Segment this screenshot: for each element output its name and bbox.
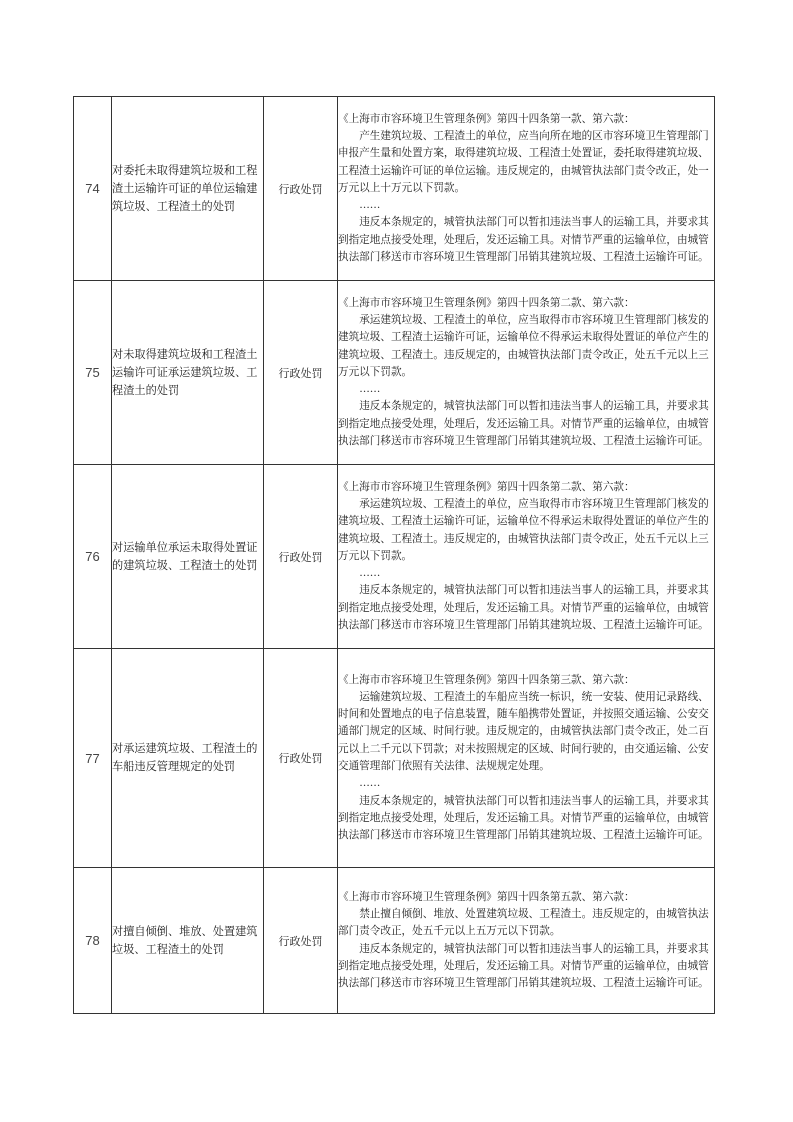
basis-text: 违反本条规定的，城管执法部门可以暂扣违法当事人的运输工具，并要求其到指定地点接受处理，处理后，发还运输工具。对情节严重的运输单位，由城管执法部门移送市市容环境卫生管理部门吊销其建筑垃圾、工程渣土运输许可证。 (338, 794, 709, 842)
basis-text: 承运建筑垃圾、工程渣土的单位，应当取得市市容环境卫生管理部门核发的建筑垃圾、工程渣土运输许可证，运输单位不得承运未取得处置证的单位产生的建筑垃圾、工程渣土。违反规定的，由城管执法部门责令改正，处五千元以上三万元以下罚款。 (338, 313, 709, 378)
item-type: 行政处罚 (264, 465, 338, 649)
item-type: 行政处罚 (264, 649, 338, 868)
basis-clause: 《上海市市容环境卫生管理条例》第四十四条第二款、第六款： (338, 480, 635, 493)
item-name: 对未取得建筑垃圾和工程渣土运输许可证承运建筑垃圾、工程渣土的处罚 (112, 281, 264, 465)
table-row (74, 97, 715, 281)
legal-basis (338, 649, 715, 868)
legal-basis (338, 97, 715, 281)
table-row (74, 465, 715, 649)
item-name: 对擅自倾倒、堆放、处置建筑垃圾、工程渣土的处罚 (112, 868, 264, 1014)
basis-text: 违反本条规定的，城管执法部门可以暂扣违法当事人的运输工具，并要求其到指定地点接受处理，处理后，发还运输工具。对情节严重的运输单位，由城管执法部门移送市市容环境卫生管理部门吊销其建筑垃圾、工程渣土运输许可证。 (338, 216, 709, 264)
basis-clause: 《上海市市容环境卫生管理条例》第四十四条第一款、第六款： (338, 112, 635, 125)
table-row (74, 281, 715, 465)
basis-ellipsis: …… (359, 777, 381, 790)
row-number: 76 (74, 465, 112, 649)
table-row (74, 649, 715, 868)
basis-text: 禁止擅自倾倒、堆放、处置建筑垃圾、工程渣土。违反规定的，由城管执法部门责令改正，处五千元以上五万元以下罚款。 (338, 907, 709, 938)
basis-text: 运输建筑垃圾、工程渣土的车船应当统一标识，统一安装、使用记录路线、时间和处置地点的电子信息装置，随车船携带处置证，并按照交通运输、公安交通部门规定的区域、时间行驶。违反规定的，由城管执法部门责令改正，处二百元以上二千元以下罚款；对未按照规定的区域、时间行驶的，由交通运输、公安交通管理部门依照有关法律、法规规定处理。 (338, 690, 709, 772)
basis-text: 违反本条规定的，城管执法部门可以暂扣违法当事人的运输工具，并要求其到指定地点接受处理，处理后，发还运输工具。对情节严重的运输单位，由城管执法部门移送市市容环境卫生管理部门吊销其建筑垃圾、工程渣土运输许可证。 (338, 584, 709, 632)
basis-ellipsis: …… (359, 567, 381, 580)
basis-text: 产生建筑垃圾、工程渣土的单位，应当向所在地的区市容环境卫生管理部门申报产生量和处置方案，取得建筑垃圾、工程渣土处置证，委托取得建筑垃圾、工程渣土运输许可证的单位运输。违反规定的，由城管执法部门责令改正，处一万元以上十万元以下罚款。 (338, 129, 709, 194)
legal-basis (338, 868, 715, 1014)
basis-clause: 《上海市市容环境卫生管理条例》第四十四条第五款、第六款： (338, 890, 635, 903)
item-name: 对运输单位承运未取得处置证的建筑垃圾、工程渣土的处罚 (112, 465, 264, 649)
row-number: 77 (74, 649, 112, 868)
row-number: 78 (74, 868, 112, 1014)
basis-text: 承运建筑垃圾、工程渣土的单位，应当取得市市容环境卫生管理部门核发的建筑垃圾、工程渣土运输许可证，运输单位不得承运未取得处置证的单位产生的建筑垃圾、工程渣土。违反规定的，由城管执法部门责令改正，处五千元以上三万元以下罚款。 (338, 497, 709, 562)
table-row (74, 868, 715, 1014)
basis-text: 违反本条规定的，城管执法部门可以暂扣违法当事人的运输工具，并要求其到指定地点接受处理，处理后，发还运输工具。对情节严重的运输单位，由城管执法部门移送市市容环境卫生管理部门吊销其建筑垃圾、工程渣土运输许可证。 (338, 400, 709, 448)
penalty-table (73, 96, 715, 1014)
item-name: 对承运建筑垃圾、工程渣土的车船违反管理规定的处罚 (112, 649, 264, 868)
basis-ellipsis: …… (359, 383, 381, 396)
legal-basis (338, 465, 715, 649)
item-type: 行政处罚 (264, 868, 338, 1014)
legal-basis (338, 281, 715, 465)
basis-clause: 《上海市市容环境卫生管理条例》第四十四条第三款、第六款： (338, 673, 635, 686)
item-type: 行政处罚 (264, 97, 338, 281)
basis-clause: 《上海市市容环境卫生管理条例》第四十四条第二款、第六款： (338, 296, 635, 309)
basis-text: 违反本条规定的，城管执法部门可以暂扣违法当事人的运输工具，并要求其到指定地点接受处理，处理后，发还运输工具。对情节严重的运输单位，由城管执法部门移送市市容环境卫生管理部门吊销其建筑垃圾、工程渣土运输许可证。 (338, 942, 709, 990)
item-type: 行政处罚 (264, 281, 338, 465)
row-number: 74 (74, 97, 112, 281)
item-name: 对委托未取得建筑垃圾和工程渣土运输许可证的单位运输建筑垃圾、工程渣土的处罚 (112, 97, 264, 281)
basis-ellipsis: …… (359, 199, 381, 212)
row-number: 75 (74, 281, 112, 465)
